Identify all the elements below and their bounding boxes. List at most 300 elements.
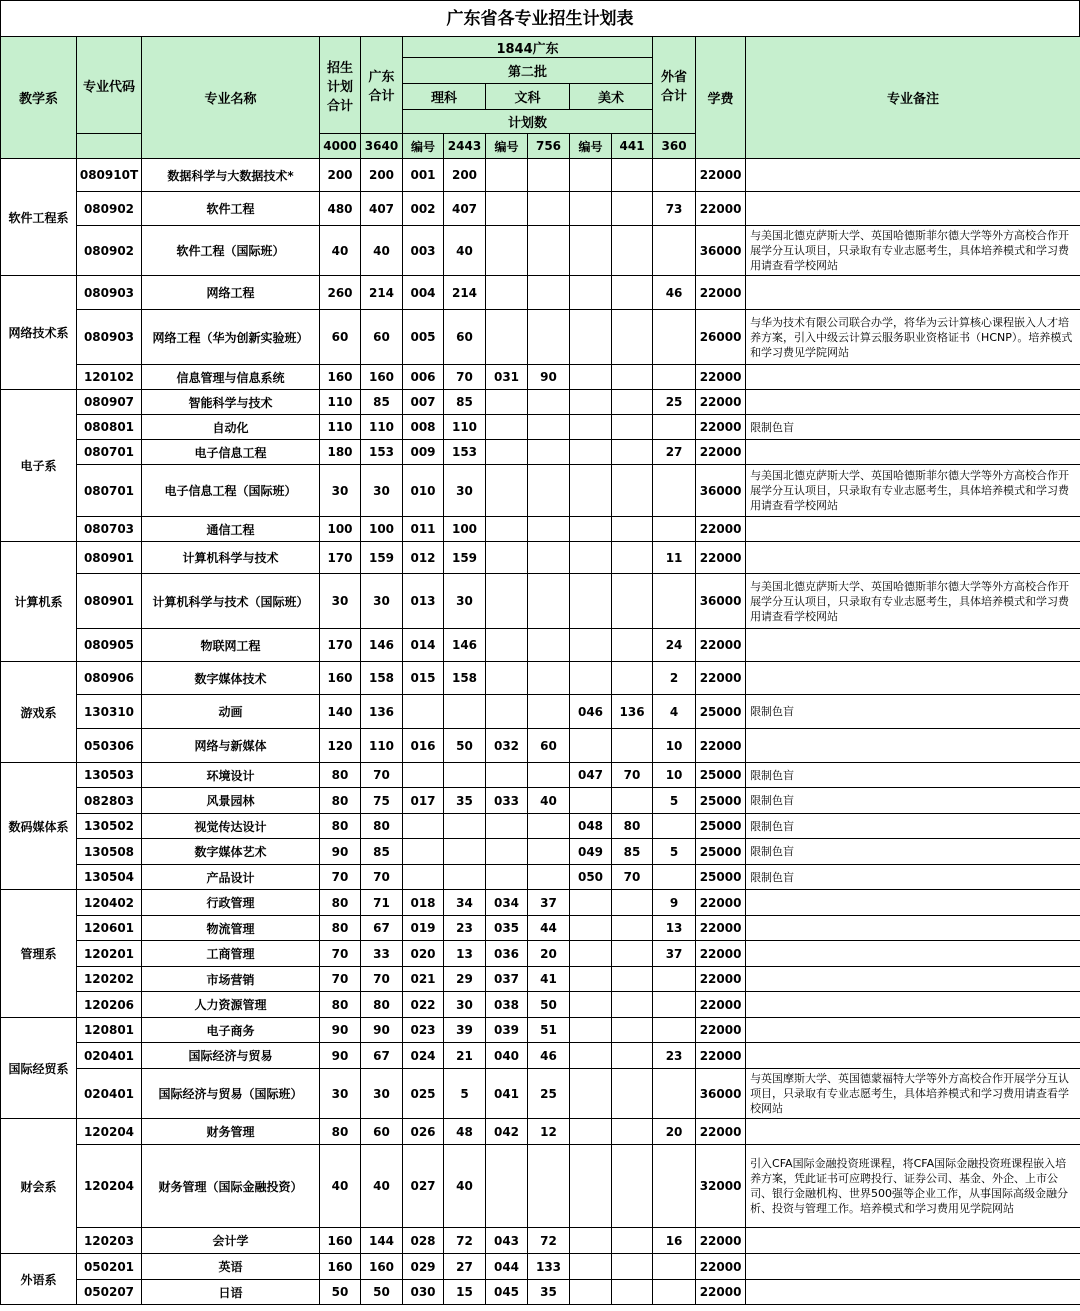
row-gd-total: 110	[361, 729, 403, 763]
row-plan-total: 30	[320, 574, 361, 629]
row-out-total: 25	[653, 390, 696, 415]
row-out-total	[653, 415, 696, 440]
row-science-count: 100	[444, 517, 486, 542]
row-out-total	[653, 226, 696, 276]
row-gd-total: 40	[361, 1145, 403, 1228]
row-out-total	[653, 365, 696, 390]
row-fine-arts-count: 70	[612, 763, 653, 788]
row-remark	[746, 992, 1080, 1018]
row-science-no	[403, 839, 444, 865]
table-row	[1, 814, 1080, 839]
row-arts-no: 031	[486, 365, 528, 390]
row-arts-no: 033	[486, 788, 528, 814]
row-code: 080902	[77, 226, 142, 276]
row-name: 网络与新媒体	[142, 729, 320, 763]
row-fee: 36000	[696, 465, 746, 517]
row-gd-total: 60	[361, 310, 403, 365]
row-fee: 22000	[696, 440, 746, 465]
row-arts-no: 040	[486, 1043, 528, 1069]
row-fee: 26000	[696, 310, 746, 365]
row-out-total: 10	[653, 729, 696, 763]
row-fine-arts-count	[612, 276, 653, 310]
row-science-count	[444, 814, 486, 839]
row-name: 风景园林	[142, 788, 320, 814]
row-science-no: 026	[403, 1119, 444, 1145]
table-row	[1, 390, 1080, 415]
row-code: 080901	[77, 574, 142, 629]
table-row	[1, 226, 1080, 276]
row-code: 120204	[77, 1119, 142, 1145]
row-gd-total: 90	[361, 1018, 403, 1043]
row-fine-arts-count	[612, 542, 653, 574]
row-science-count: 159	[444, 542, 486, 574]
row-fee: 22000	[696, 192, 746, 226]
row-remark: 与华为技术有限公司联合办学，将华为云计算核心课程嵌入人才培养方案，引入中级云计算云服务职业资格证书（HCNP）。培养模式和学习费见学院网站	[746, 310, 1080, 365]
row-plan-total: 30	[320, 465, 361, 517]
row-gd-total: 67	[361, 1043, 403, 1069]
row-arts-count	[528, 574, 570, 629]
row-science-no: 009	[403, 440, 444, 465]
row-fine-arts-count	[612, 1043, 653, 1069]
row-fee: 22000	[696, 415, 746, 440]
row-science-no: 001	[403, 159, 444, 192]
row-out-total: 10	[653, 763, 696, 788]
row-science-count: 30	[444, 465, 486, 517]
row-plan-total: 90	[320, 839, 361, 865]
row-name: 软件工程	[142, 192, 320, 226]
table-row	[1, 695, 1080, 729]
department-name: 外语系	[1, 1254, 77, 1305]
row-name: 国际经济与贸易（国际班）	[142, 1069, 320, 1119]
table-row	[1, 763, 1080, 788]
row-plan-total: 160	[320, 365, 361, 390]
row-science-no: 006	[403, 365, 444, 390]
row-fine-arts-count	[612, 1119, 653, 1145]
row-out-total: 73	[653, 192, 696, 226]
row-code: 080801	[77, 415, 142, 440]
row-arts-count	[528, 695, 570, 729]
row-fee: 22000	[696, 1119, 746, 1145]
row-out-total	[653, 865, 696, 890]
row-fine-arts-count	[612, 1018, 653, 1043]
row-remark	[746, 916, 1080, 941]
row-arts-no	[486, 192, 528, 226]
table-row	[1, 310, 1080, 365]
row-fine-arts-count	[612, 941, 653, 967]
row-out-total: 37	[653, 941, 696, 967]
row-plan-total: 50	[320, 1280, 361, 1305]
row-science-no: 021	[403, 967, 444, 992]
row-gd-total: 30	[361, 574, 403, 629]
row-fine-arts-count	[612, 662, 653, 695]
row-plan-total: 40	[320, 226, 361, 276]
department-name: 管理系	[1, 890, 77, 1018]
row-code: 080906	[77, 662, 142, 695]
table-row	[1, 415, 1080, 440]
row-fee: 36000	[696, 1069, 746, 1119]
row-fine-arts-no	[570, 465, 612, 517]
row-plan-total: 60	[320, 310, 361, 365]
row-arts-count	[528, 390, 570, 415]
row-plan-total: 480	[320, 192, 361, 226]
row-name: 物流管理	[142, 916, 320, 941]
table-row	[1, 916, 1080, 941]
row-science-no	[403, 763, 444, 788]
row-remark	[746, 517, 1080, 542]
total-out: 360	[653, 134, 696, 159]
row-science-no: 030	[403, 1280, 444, 1305]
row-fee: 25000	[696, 788, 746, 814]
row-science-count: 30	[444, 574, 486, 629]
row-fine-arts-no: 046	[570, 695, 612, 729]
row-out-total: 2	[653, 662, 696, 695]
row-fine-arts-count	[612, 226, 653, 276]
row-plan-total: 160	[320, 1228, 361, 1254]
row-arts-count: 40	[528, 788, 570, 814]
row-fee: 22000	[696, 941, 746, 967]
row-gd-total: 60	[361, 1119, 403, 1145]
row-arts-no	[486, 465, 528, 517]
row-arts-no	[486, 276, 528, 310]
row-fee: 25000	[696, 814, 746, 839]
row-science-no: 016	[403, 729, 444, 763]
row-plan-total: 80	[320, 992, 361, 1018]
row-remark: 限制色盲	[746, 814, 1080, 839]
row-arts-count: 50	[528, 992, 570, 1018]
row-fine-arts-no	[570, 192, 612, 226]
row-fine-arts-no	[570, 1119, 612, 1145]
row-science-count: 153	[444, 440, 486, 465]
row-code: 080903	[77, 276, 142, 310]
row-gd-total: 85	[361, 390, 403, 415]
row-fine-arts-no	[570, 890, 612, 916]
row-fine-arts-count	[612, 159, 653, 192]
row-fine-arts-no	[570, 226, 612, 276]
row-fine-arts-count	[612, 916, 653, 941]
row-fine-arts-no	[570, 629, 612, 662]
row-fine-arts-count: 70	[612, 865, 653, 890]
row-remark	[746, 629, 1080, 662]
row-arts-no	[486, 310, 528, 365]
row-fine-arts-count	[612, 729, 653, 763]
row-gd-total: 100	[361, 517, 403, 542]
row-name: 网络工程（华为创新实验班）	[142, 310, 320, 365]
row-science-count	[444, 763, 486, 788]
row-fee: 36000	[696, 574, 746, 629]
row-name: 环境设计	[142, 763, 320, 788]
row-remark	[746, 1280, 1080, 1305]
row-name: 行政管理	[142, 890, 320, 916]
row-gd-total: 159	[361, 542, 403, 574]
header-arts: 文科	[486, 84, 570, 110]
row-plan-total: 90	[320, 1018, 361, 1043]
table-row	[1, 1018, 1080, 1043]
row-science-no	[403, 695, 444, 729]
row-code: 080907	[77, 390, 142, 415]
row-fine-arts-no	[570, 365, 612, 390]
row-arts-no: 042	[486, 1119, 528, 1145]
row-fine-arts-count	[612, 890, 653, 916]
row-out-total	[653, 1254, 696, 1280]
row-fine-arts-count	[612, 390, 653, 415]
row-arts-no: 036	[486, 941, 528, 967]
row-gd-total: 110	[361, 415, 403, 440]
row-science-no: 024	[403, 1043, 444, 1069]
row-out-total	[653, 1145, 696, 1228]
row-gd-total: 30	[361, 1069, 403, 1119]
row-arts-no: 045	[486, 1280, 528, 1305]
row-code: 020401	[77, 1069, 142, 1119]
row-fee: 22000	[696, 890, 746, 916]
table-row	[1, 1280, 1080, 1305]
row-code: 120203	[77, 1228, 142, 1254]
row-science-count: 30	[444, 992, 486, 1018]
row-plan-total: 160	[320, 662, 361, 695]
row-arts-count	[528, 310, 570, 365]
row-code: 120601	[77, 916, 142, 941]
table-row	[1, 992, 1080, 1018]
row-remark	[746, 440, 1080, 465]
row-fine-arts-count	[612, 415, 653, 440]
row-arts-no	[486, 574, 528, 629]
row-arts-count: 133	[528, 1254, 570, 1280]
row-name: 日语	[142, 1280, 320, 1305]
row-fee: 22000	[696, 916, 746, 941]
row-science-no: 025	[403, 1069, 444, 1119]
row-fine-arts-count: 85	[612, 839, 653, 865]
row-out-total: 16	[653, 1228, 696, 1254]
row-code: 080701	[77, 465, 142, 517]
row-gd-total: 85	[361, 839, 403, 865]
row-fine-arts-no: 048	[570, 814, 612, 839]
row-fine-arts-no	[570, 1280, 612, 1305]
total-arts: 756	[528, 134, 570, 159]
row-out-total	[653, 574, 696, 629]
row-out-total: 4	[653, 695, 696, 729]
fine-arts-no-label: 编号	[570, 134, 612, 159]
table-row	[1, 365, 1080, 390]
row-fine-arts-no	[570, 1018, 612, 1043]
row-arts-count	[528, 542, 570, 574]
row-gd-total: 144	[361, 1228, 403, 1254]
row-code: 130504	[77, 865, 142, 890]
row-science-no: 017	[403, 788, 444, 814]
row-fee: 32000	[696, 1145, 746, 1228]
row-code: 120402	[77, 890, 142, 916]
row-science-no: 007	[403, 390, 444, 415]
department-name: 计算机系	[1, 542, 77, 662]
row-gd-total: 214	[361, 276, 403, 310]
table-row	[1, 1228, 1080, 1254]
row-out-total: 5	[653, 839, 696, 865]
row-gd-total: 70	[361, 763, 403, 788]
row-arts-count	[528, 440, 570, 465]
row-out-total	[653, 992, 696, 1018]
row-science-no: 015	[403, 662, 444, 695]
row-arts-count: 60	[528, 729, 570, 763]
row-gd-total: 160	[361, 365, 403, 390]
col-dept: 教学系	[1, 37, 77, 159]
row-arts-no: 038	[486, 992, 528, 1018]
row-science-no: 013	[403, 574, 444, 629]
row-fine-arts-no	[570, 1043, 612, 1069]
row-fine-arts-no	[570, 310, 612, 365]
row-science-no: 005	[403, 310, 444, 365]
row-remark: 限制色盲	[746, 865, 1080, 890]
row-name: 产品设计	[142, 865, 320, 890]
row-remark	[746, 729, 1080, 763]
row-plan-total: 100	[320, 517, 361, 542]
row-science-no	[403, 865, 444, 890]
total-gd: 3640	[361, 134, 403, 159]
row-fine-arts-count	[612, 192, 653, 226]
row-remark: 与英国摩斯大学、英国德蒙福特大学等外方高校合作开展学分互认项目，只录取有专业志愿考生，具体培养模式和学习费用请查看学校网站	[746, 1069, 1080, 1119]
row-remark	[746, 365, 1080, 390]
row-science-count: 48	[444, 1119, 486, 1145]
table-row	[1, 729, 1080, 763]
row-fine-arts-count	[612, 440, 653, 465]
row-fine-arts-count	[612, 1280, 653, 1305]
row-name: 智能科学与技术	[142, 390, 320, 415]
row-code: 120204	[77, 1145, 142, 1228]
row-gd-total: 67	[361, 916, 403, 941]
row-arts-no	[486, 629, 528, 662]
row-arts-count: 37	[528, 890, 570, 916]
row-remark	[746, 967, 1080, 992]
row-code: 120202	[77, 967, 142, 992]
table-row	[1, 276, 1080, 310]
row-arts-count: 51	[528, 1018, 570, 1043]
table-row	[1, 1254, 1080, 1280]
col-gd-total: 广东合计	[361, 37, 403, 134]
row-arts-count: 20	[528, 941, 570, 967]
row-gd-total: 146	[361, 629, 403, 662]
row-fine-arts-no: 049	[570, 839, 612, 865]
col-code: 专业代码	[77, 37, 142, 134]
row-fine-arts-count	[612, 1254, 653, 1280]
row-science-count	[444, 695, 486, 729]
row-fine-arts-count: 80	[612, 814, 653, 839]
row-science-count: 13	[444, 941, 486, 967]
table-row	[1, 465, 1080, 517]
row-fine-arts-no	[570, 992, 612, 1018]
row-arts-no	[486, 662, 528, 695]
row-arts-count	[528, 276, 570, 310]
row-gd-total: 70	[361, 865, 403, 890]
col-out-total: 外省合计	[653, 37, 696, 134]
row-plan-total: 160	[320, 1254, 361, 1280]
row-fine-arts-no	[570, 788, 612, 814]
row-remark	[746, 159, 1080, 192]
total-fine-arts: 441	[612, 134, 653, 159]
row-arts-no: 035	[486, 916, 528, 941]
row-fine-arts-no	[570, 1069, 612, 1119]
department-name: 电子系	[1, 390, 77, 542]
row-name: 计算机科学与技术	[142, 542, 320, 574]
row-arts-no	[486, 695, 528, 729]
row-fee: 22000	[696, 729, 746, 763]
row-remark	[746, 1228, 1080, 1254]
row-name: 通信工程	[142, 517, 320, 542]
table-row	[1, 1043, 1080, 1069]
row-fine-arts-no	[570, 941, 612, 967]
row-out-total	[653, 814, 696, 839]
row-fine-arts-count	[612, 1145, 653, 1228]
row-science-count: 214	[444, 276, 486, 310]
row-fee: 22000	[696, 662, 746, 695]
row-science-count: 15	[444, 1280, 486, 1305]
row-code: 080901	[77, 542, 142, 574]
row-gd-total: 50	[361, 1280, 403, 1305]
table-row	[1, 159, 1080, 192]
row-plan-total: 80	[320, 916, 361, 941]
row-remark: 限制色盲	[746, 415, 1080, 440]
row-fee: 25000	[696, 865, 746, 890]
row-science-no: 023	[403, 1018, 444, 1043]
row-science-count: 39	[444, 1018, 486, 1043]
row-arts-no	[486, 814, 528, 839]
row-name: 数字媒体技术	[142, 662, 320, 695]
row-arts-no: 043	[486, 1228, 528, 1254]
row-out-total: 20	[653, 1119, 696, 1145]
row-science-count: 146	[444, 629, 486, 662]
row-arts-no	[486, 159, 528, 192]
row-fee: 22000	[696, 1228, 746, 1254]
row-fine-arts-no	[570, 276, 612, 310]
row-plan-total: 80	[320, 1119, 361, 1145]
row-name: 计算机科学与技术（国际班）	[142, 574, 320, 629]
row-fee: 22000	[696, 1254, 746, 1280]
table-row	[1, 890, 1080, 916]
row-code: 130310	[77, 695, 142, 729]
row-code: 050306	[77, 729, 142, 763]
row-gd-total: 80	[361, 992, 403, 1018]
department-name: 游戏系	[1, 662, 77, 763]
row-fine-arts-count	[612, 517, 653, 542]
total-plan: 4000	[320, 134, 361, 159]
row-remark	[746, 662, 1080, 695]
table-row	[1, 440, 1080, 465]
row-science-count: 85	[444, 390, 486, 415]
row-gd-total: 70	[361, 967, 403, 992]
row-fine-arts-no	[570, 1254, 612, 1280]
row-name: 自动化	[142, 415, 320, 440]
row-fine-arts-no	[570, 542, 612, 574]
row-fine-arts-count: 136	[612, 695, 653, 729]
row-name: 电子信息工程	[142, 440, 320, 465]
row-science-no: 004	[403, 276, 444, 310]
row-science-count: 34	[444, 890, 486, 916]
row-remark: 限制色盲	[746, 839, 1080, 865]
row-fee: 22000	[696, 276, 746, 310]
row-fine-arts-no	[570, 1228, 612, 1254]
row-name: 英语	[142, 1254, 320, 1280]
row-science-count: 158	[444, 662, 486, 695]
row-science-count: 72	[444, 1228, 486, 1254]
row-science-no: 028	[403, 1228, 444, 1254]
row-science-no: 010	[403, 465, 444, 517]
row-code: 130502	[77, 814, 142, 839]
row-science-count: 23	[444, 916, 486, 941]
row-fine-arts-no: 047	[570, 763, 612, 788]
total-code-blank	[77, 134, 142, 159]
table-row	[1, 1145, 1080, 1228]
col-fee: 学费	[696, 37, 746, 159]
row-arts-no: 041	[486, 1069, 528, 1119]
row-gd-total: 30	[361, 465, 403, 517]
row-plan-total: 40	[320, 1145, 361, 1228]
row-fine-arts-count	[612, 465, 653, 517]
